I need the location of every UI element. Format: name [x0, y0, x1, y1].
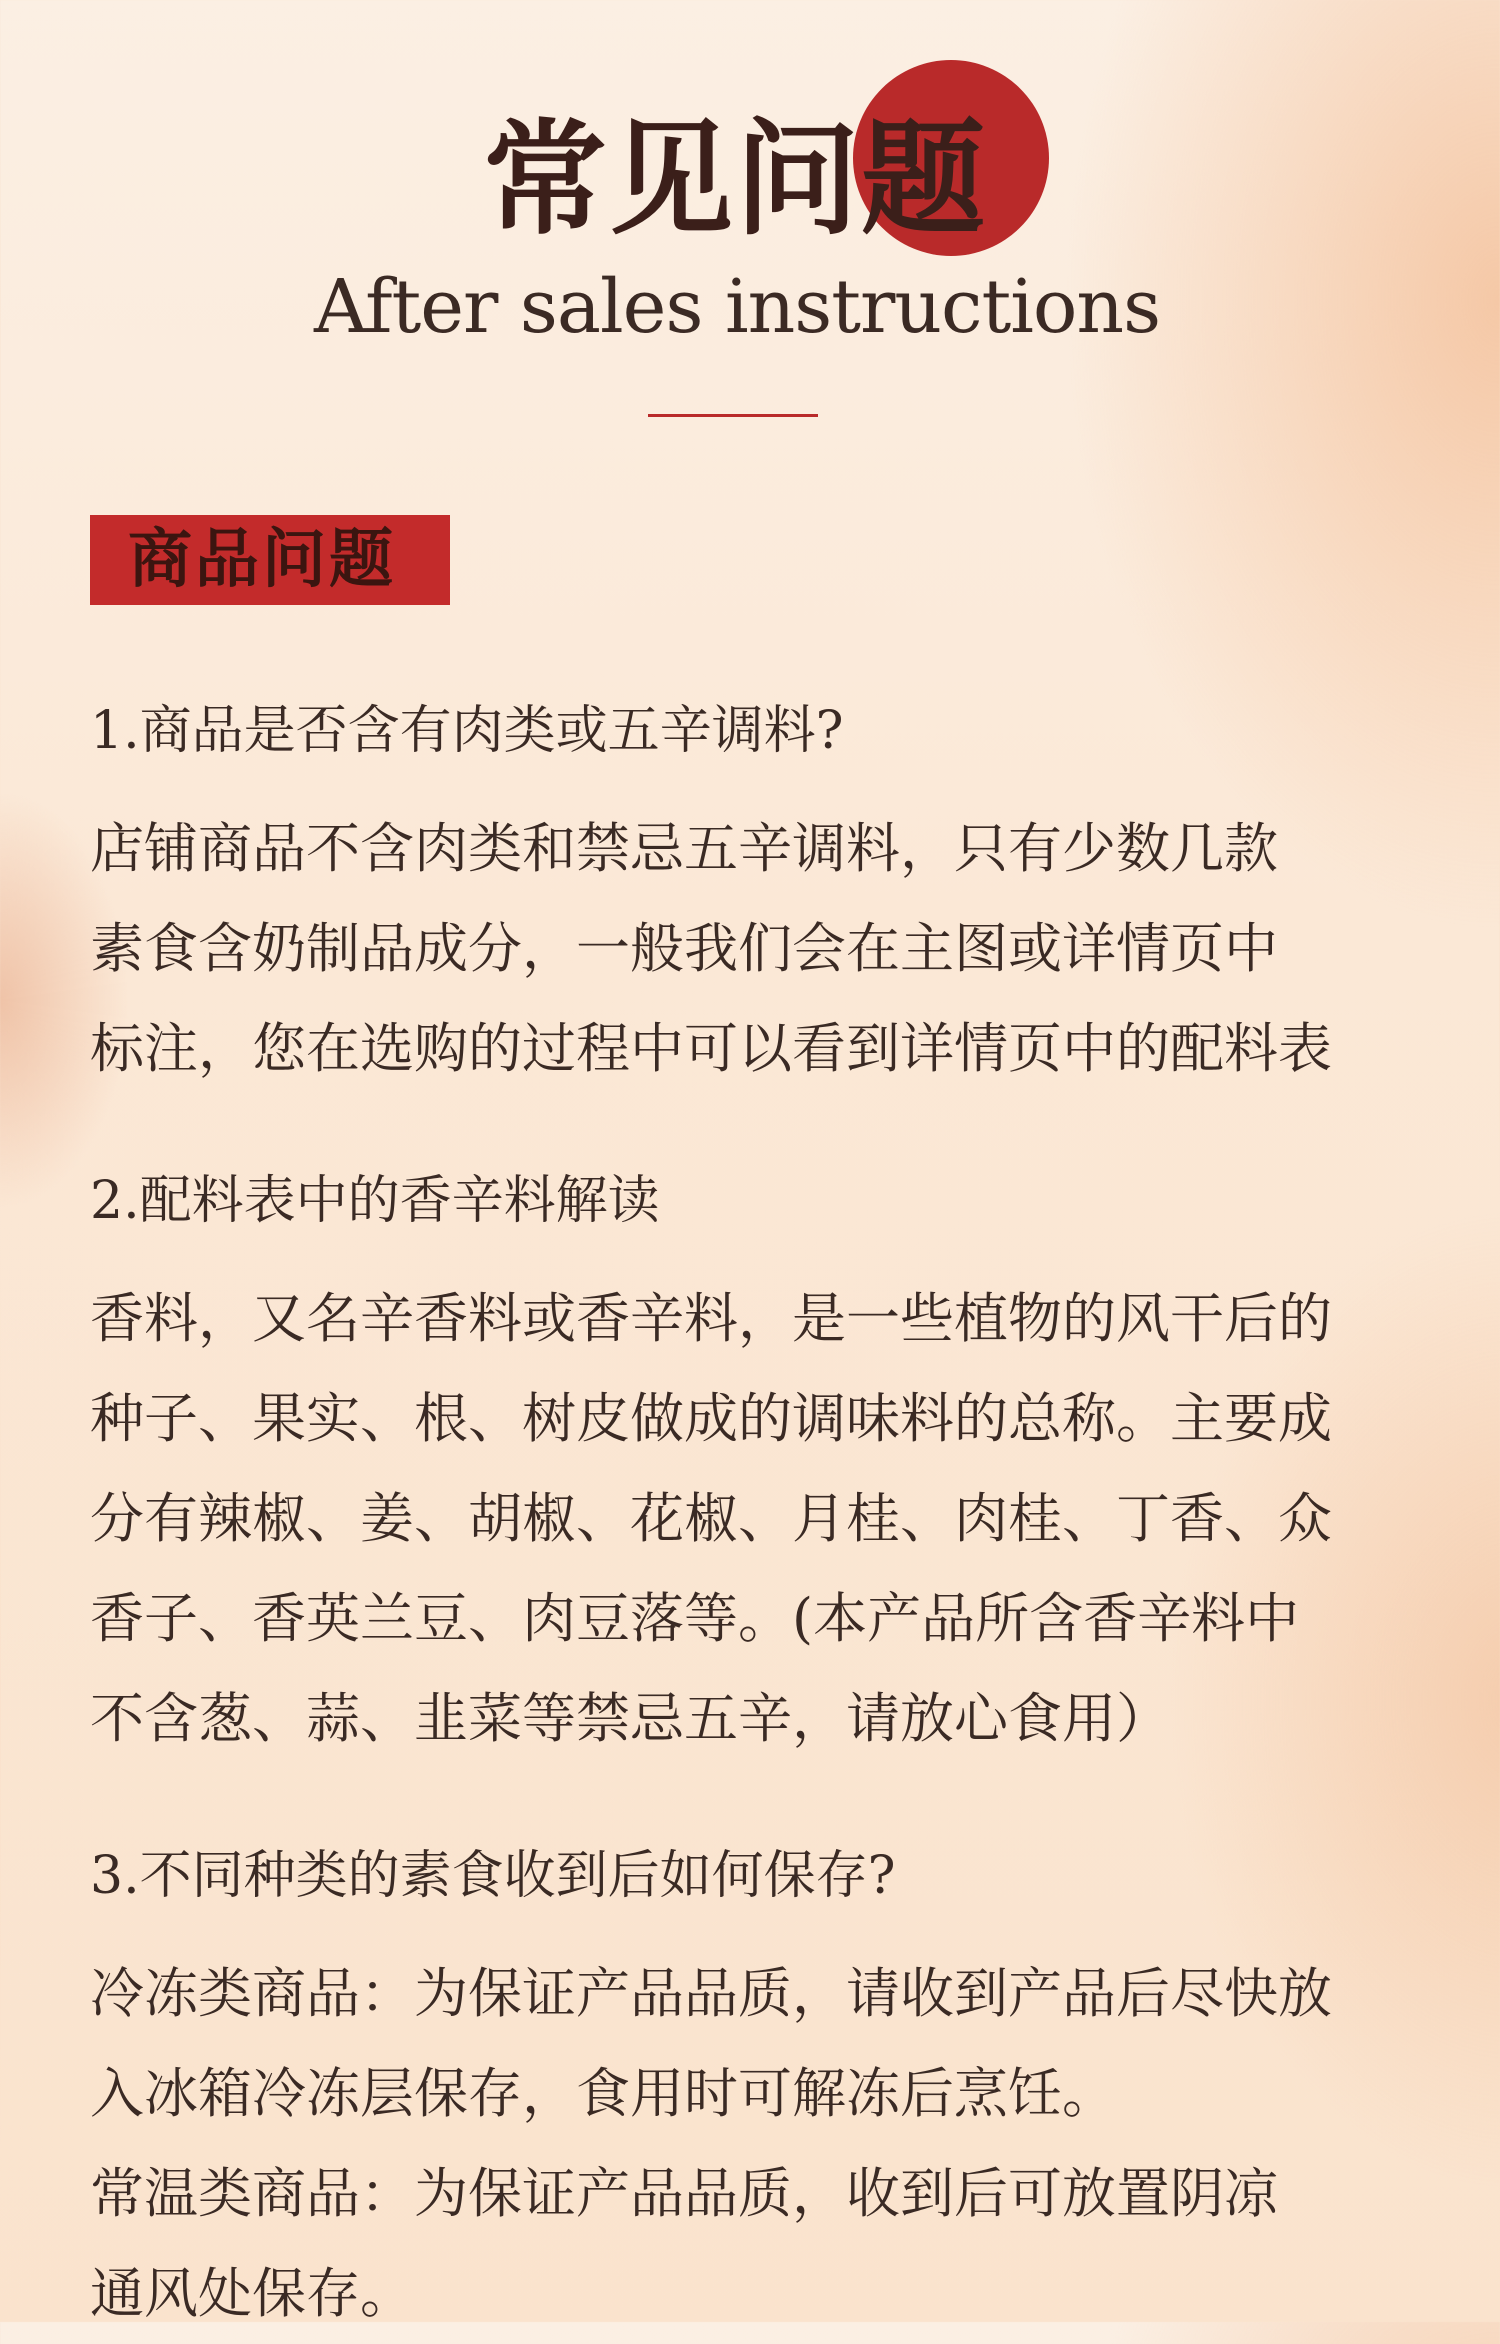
faq-answer [90, 1944, 1420, 2344]
title-divider [648, 414, 818, 417]
answer-line: 店铺商品不含肉类和禁忌五辛调料，只有少数几款 [90, 817, 1278, 880]
answer-line: 冷冻类商品：为保证产品品质，请收到产品后尽快放 [90, 1962, 1332, 2025]
faq-answer [90, 1269, 1420, 1769]
answer-line: 分有辣椒、姜、胡椒、花椒、月桂、肉桂、丁香、众 [90, 1487, 1332, 1550]
section-label: 商品问题 [90, 515, 450, 605]
page-title: 常见问题 [482, 107, 987, 252]
answer-line: 香子、香英兰豆、肉豆落等。(本产品所含香辛料中 [90, 1587, 1300, 1650]
faq-question: 2.配料表中的香辛料解读 [90, 1171, 660, 1231]
faq-question: 3.不同种类的素食收到后如何保存? [90, 1846, 896, 1906]
answer-line: 通风处保存。 [90, 2262, 414, 2325]
faq-item [90, 701, 1420, 1099]
page-subtitle: After sales instructions [313, 264, 1161, 350]
answer-line: 入冰箱冷冻层保存，食用时可解冻后烹饪。 [90, 2062, 1116, 2125]
faq-item [90, 1846, 1420, 2344]
answer-line: 不含葱、蒜、韭菜等禁忌五辛，请放心食用） [90, 1687, 1170, 1750]
page-header [0, 0, 1500, 440]
faq-question: 1.商品是否含有肉类或五辛调料? [90, 701, 844, 761]
answer-line: 标注，您在选购的过程中可以看到详情页中的配料表 [90, 1017, 1332, 1080]
answer-line: 常温类商品：为保证产品品质，收到后可放置阴凉 [90, 2162, 1278, 2225]
answer-line: 香料，又名辛香料或香辛料，是一些植物的风干后的 [90, 1287, 1332, 1350]
answer-line: 素食含奶制品成分，一般我们会在主图或详情页中 [90, 917, 1278, 980]
faq-item [90, 1171, 1420, 1769]
answer-line: 种子、果实、根、树皮做成的调味料的总称。主要成 [90, 1387, 1332, 1450]
faq-answer [90, 799, 1420, 1099]
